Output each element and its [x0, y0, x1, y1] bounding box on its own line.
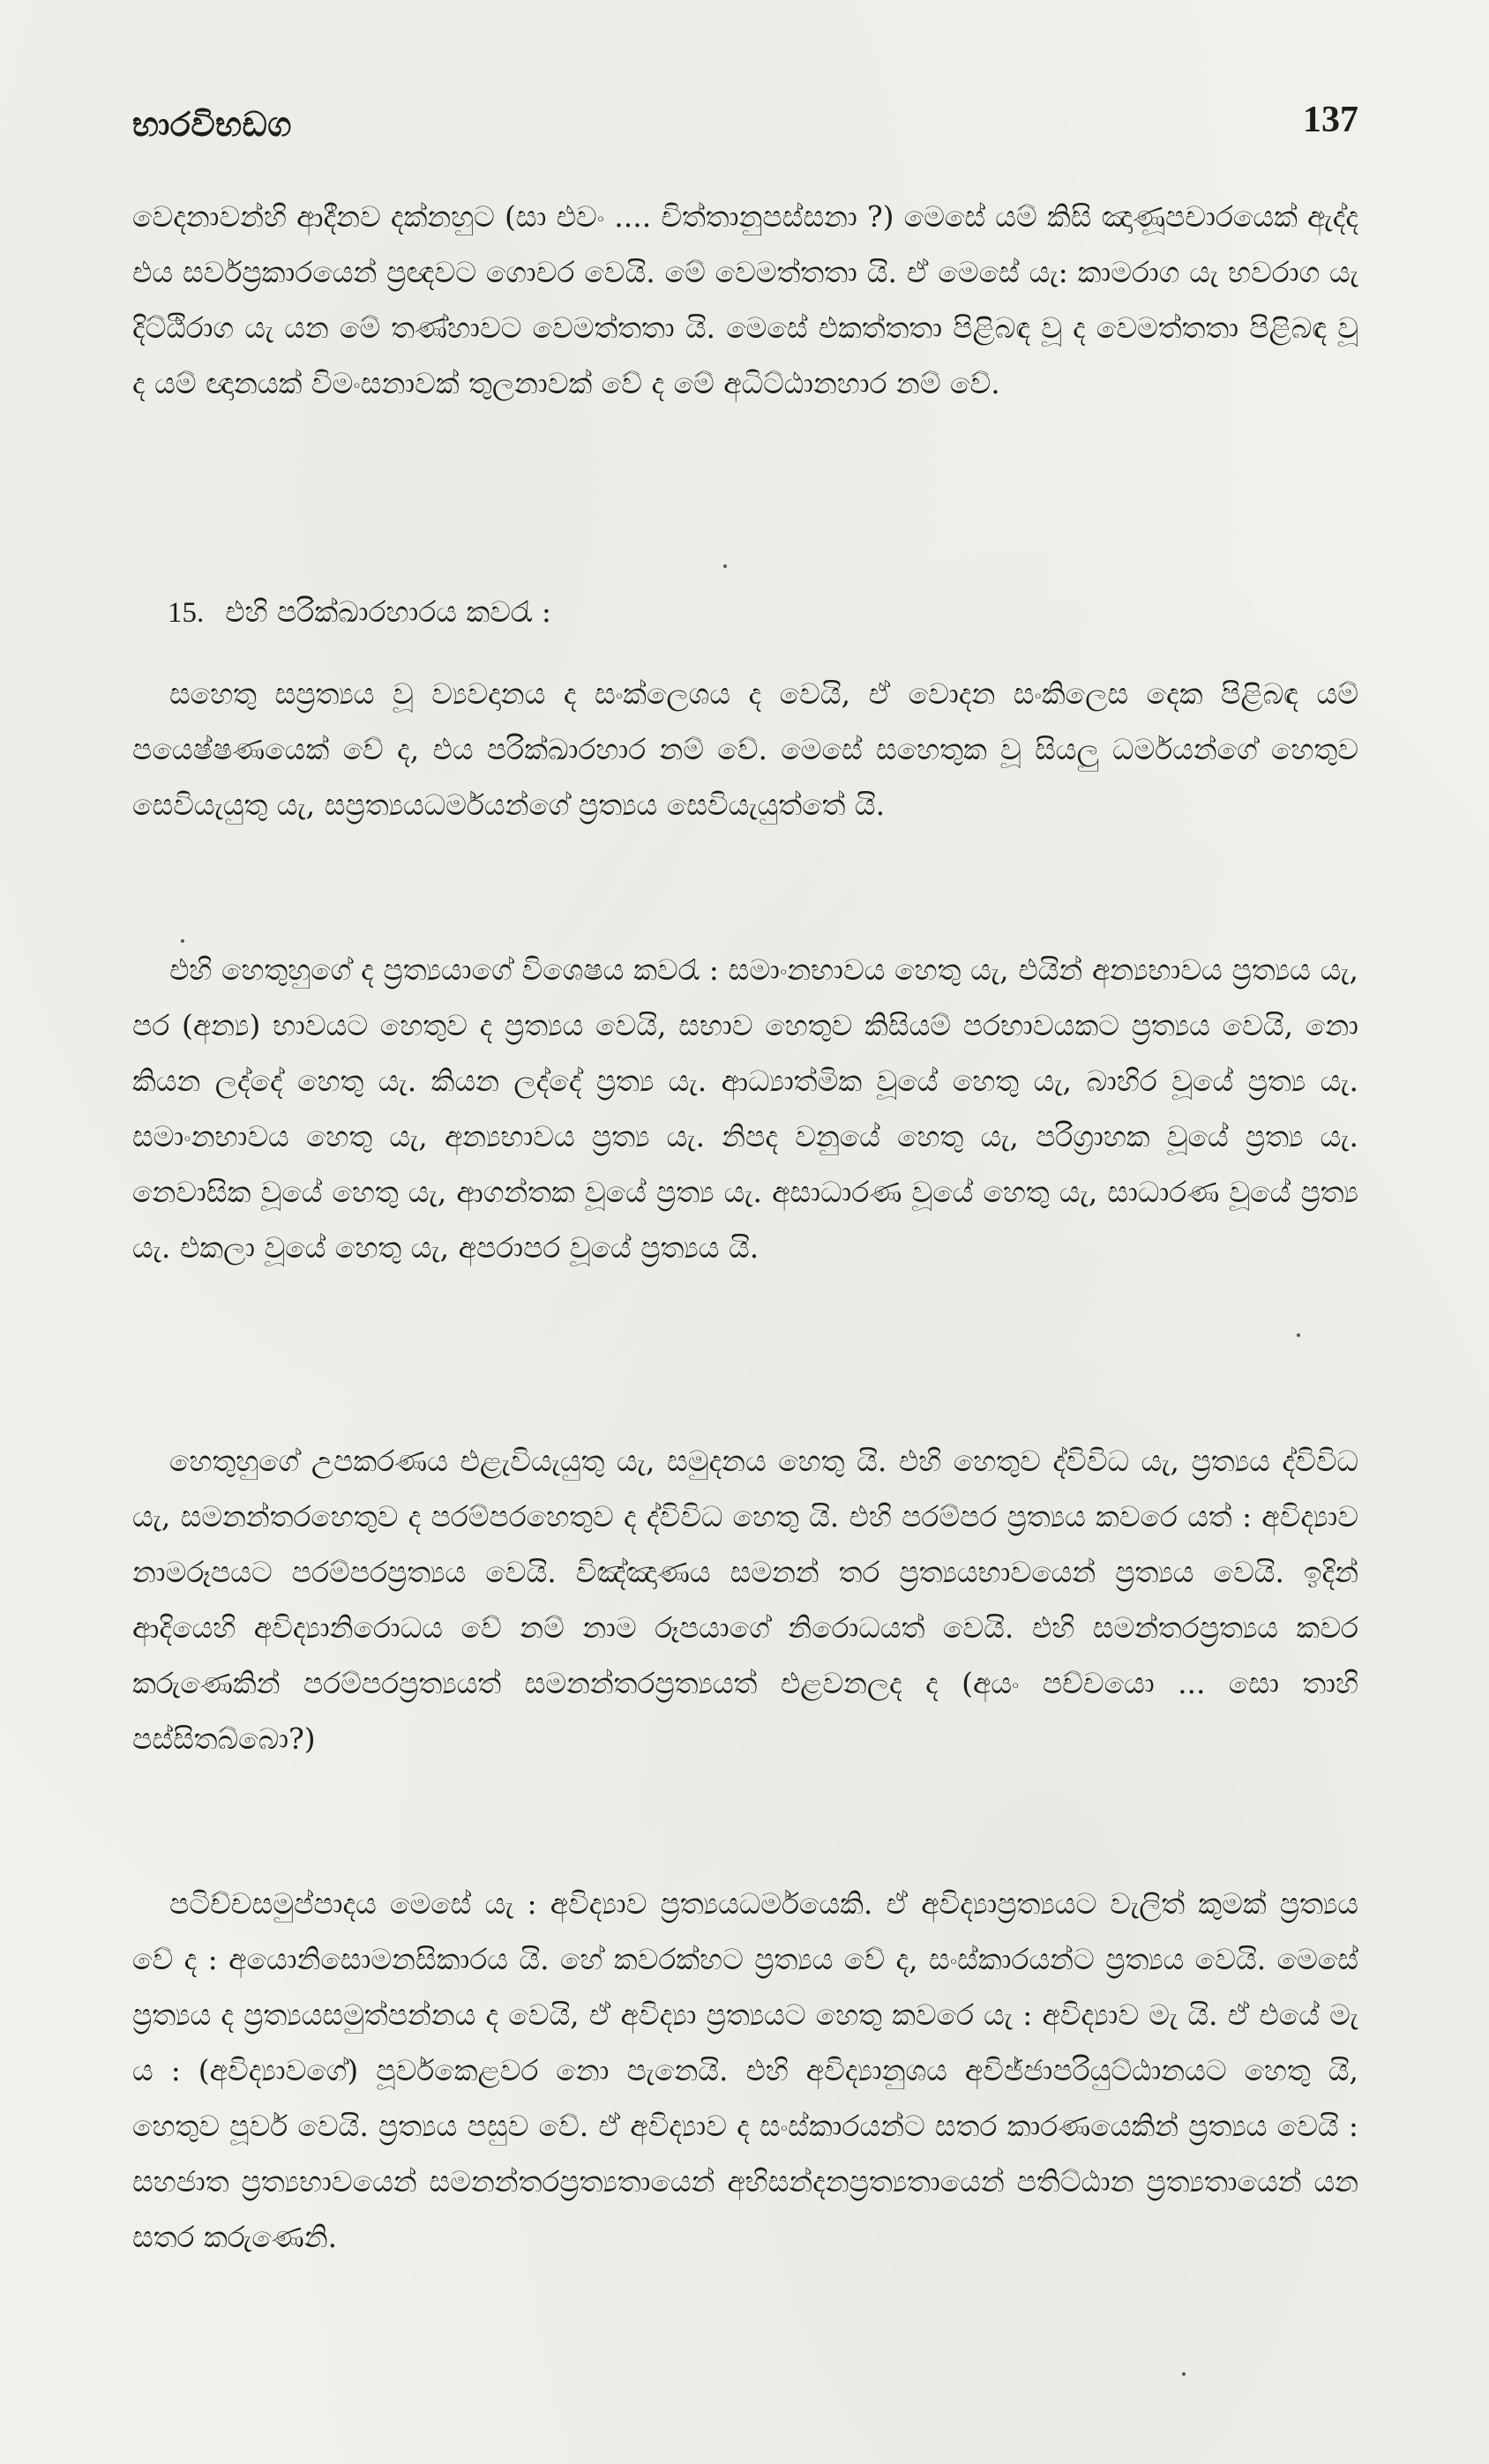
paragraph-paticcasamuppada: පටිච්චසමුප්පාදය මෙසේ යැ : අවිද්‍යාව ප්‍රත්‍යයධර්මයෙකි. ඒ අවිද්‍යාප්‍රත්‍යයට වැලිත් කුමක් ප්‍රත්‍යය වේ ද : අයොනිසොමනසිකාරය යි. හේ කවරක්හට ප්‍රත්‍යය වේ ද, සංස්කාරයන්ට ප්‍රත්‍යය වෙයි. මෙසේ ප්‍රත්‍යය ද ප්‍රත්‍යයසමුත්පන්නය ද වෙයි, ඒ අවිද්‍යා ප්‍රත්‍යයට හෙතු කවරෙ යැ : අවිද්‍යාව මැ යි. ඒ එයේ මැ ය : (අවිද්‍යාවගේ) පූර්වකෙළවර නො පැනෙයි. එහි අවිද්‍යානුශය අවිජ්ජාපරියුට්ඨානයට හෙතු යි, හෙතුව පූර්ව වෙයි. ප්‍රත්‍යය පසුව වේ. ඒ අවිද්‍යාව ද සංස්කාරයන්ට සතර කාරණයෙකින් ප්‍රත්‍යය වෙයි : සහජාත ප්‍රත්‍යභාවයෙන් සමනන්තරප්‍රත්‍යතායෙන් අභිසන්දනප්‍රත්‍යතායෙන් පතිට්ඨාන ප්‍රත්‍යතායෙන් යන සතර කරුණෙනි. [132, 1886, 1358, 2254]
scan-speck [1297, 1333, 1300, 1337]
paragraph-upakarana: හෙතුහුගේ උපකරණය එළැවියැයුතු යැ, සමුදනය හෙතු යි. එහි හෙතුව ද්විවිධ යැ, ප්‍රත්‍යය ද්විවිධ යැ, සමනන්තරහෙතුව ද පරම්පරහෙතුව ද ද්විවිධ හෙතු යි. එහි පරම්පර ප්‍රත්‍යය කවරෙ යත් : අවිද්‍යාව නාමරූපයට පරම්පරප්‍රත්‍යය වෙයි. විඤ්ඤාණය සමනන් තර ප්‍රත්‍යයභාවයෙන් ප්‍රත්‍යය වෙයි. ඉදින් ආදියෙහි අවිද්‍යානිරොධය වේ නම් නාම රූපයාගේ නිරොධයත් වෙයි. එහි සමන්තරප්‍රත්‍යය කවර කරුණෙකින් පරම්පරප්‍රත්‍යයත් සමනන්තරප්‍රත්‍යයත් එළවනලද ද (අයං පච්චයො ... සො තාහි පස්සිතබ්බො?) [132, 1444, 1358, 1756]
scan-speck [181, 939, 184, 943]
section-number: 15. [168, 597, 205, 629]
page-number: 137 [1303, 100, 1358, 140]
scan-speck [723, 564, 727, 568]
running-head: භාරවිභඩග [132, 104, 292, 144]
scan-speck [1182, 2372, 1186, 2376]
paragraph-hetu-paccaya: එහි හෙතුහුගේ ද ප්‍රත්‍යයාගේ විශෙෂය කවරැ : සමාංනභාවය හෙතු යැ, එයින් අන්‍යභාවය ප්‍රත්‍යය යැ, පර (අන්‍ය) භාවයට හෙතුව ද ප්‍රත්‍යය වෙයි, සභාව හෙතුව කිසියම් පරභාවයකට ප්‍රත්‍යය වෙයි, නො කියන ලද්දේ හෙතු යැ. කියන ලද්දේ ප්‍රත්‍ය යැ. ආධ්‍යාත්මික වූයේ හෙතු යැ, බාහිර වූයේ ප්‍රත්‍ය යැ. සමාංනභාවය හෙතු යැ, අන්‍යභාවය ප්‍රත්‍ය යැ. නිපද වනුයේ හෙතු යැ, පරිග්‍රාහක වූයේ ප්‍රත්‍ය යැ. නෙවාසික වූයේ හෙතු යැ, ආගන්තක වූයේ ප්‍රත්‍ය යැ. අසාධාරණ වූයේ හෙතු යැ, සාධාරණ වූයේ ප්‍රත්‍ය යැ. එකලා වූයේ හෙතු යැ, අපරාපර වූයේ ප්‍රත්‍යය යි. [132, 952, 1358, 1265]
paragraph-adhitthana: වෙදනාවන්හි ආදීනව දක්නහුට (සා එවං .... චිත්තානුපස්සනා ?) මෙසේ යම් කිසි ඤාණූපචාරයෙක් ඇද්ද එය සර්වප්‍රකාරයෙන් ප්‍රඥවට ගොචර වෙයි. මේ වෙමත්තතා යි. ඒ මෙසේ යැ: කාමරාග යැ භවරාග යැ දිට්ඨිරාග යැ යන මේ තණ්හාවට වෙමත්තතා යි. මෙසේ එකත්තතා පිළිබඳ වූ ද වෙමත්තතා පිළිබඳ වූ ද යම් ඥානයක් විමංසනාවක් තුලනාවක් වේ ද මේ අධිට්ඨානහාර නම් වේ. [132, 199, 1358, 400]
section-heading-15 [168, 584, 551, 641]
paragraph-parikkhara: සහෙතු සප්‍රත්‍යය වූ ව්‍යවදානය ද සංක්ලෙශය ද වෙයි, ඒ වොදන සංකිලෙස දෙක පිළිබඳ යම් පයෙෂ්ෂණයෙක් වේ ද, එය පරික්ඛාරහාර නම් වේ. මෙසේ සහෙතුක වූ සියලු ධර්මයන්ගේ හෙතුව සෙවියැයුතු යැ, සප්‍රත්‍යයධර්මයන්ගේ ප්‍රත්‍යය සෙවියැයුත්තේ යි. [132, 676, 1358, 822]
section-heading-text: එහි පරික්ඛාරහාරය කවරැ : [225, 594, 552, 629]
